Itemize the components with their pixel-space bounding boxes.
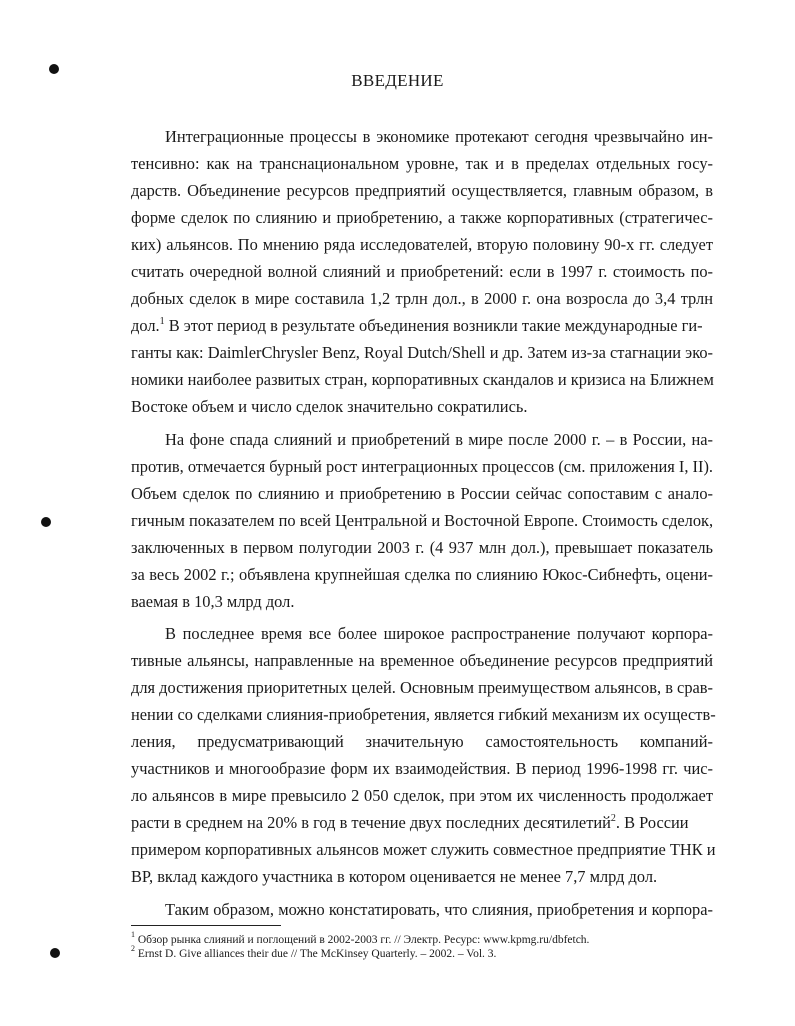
- footnote-rule: [131, 925, 281, 926]
- text-line: тенсивно: как на транснациональном уровне, так и в пределах отдельных госу-: [131, 154, 713, 173]
- text-line: дарств. Объединение ресурсов предприятий осуществляется, главным образом, в: [131, 181, 713, 200]
- text-line: против, отмечается бурный рост интеграционных процессов (см. приложения I, II).: [131, 457, 714, 476]
- text-line: ло альянсов в мире превысило 2 050 сделок, при этом их численность продолжает: [131, 786, 713, 805]
- punch-hole-bottom: [50, 948, 60, 958]
- line-prefix: дол.: [131, 316, 160, 335]
- text-line: ления, предусматривающий значительную самостоятельность компаний-: [131, 732, 713, 751]
- footnote-mark-1: 1: [159, 315, 165, 327]
- footnote-1-mark: 1: [131, 930, 135, 940]
- text-line: за весь 2002 г.; объявлена крупнейшая сделка по слиянию Юкос-Сибнефть, оцени-: [131, 565, 713, 584]
- footnote-2-mark: 2: [131, 944, 135, 954]
- footnote-2: [131, 944, 731, 961]
- text-line: для достижения приоритетных целей. Основным преимуществом альянсов, в срав-: [131, 678, 713, 697]
- text-line: считать очередной волной слияний и приобретений: если в 1997 г. стоимость по-: [131, 262, 713, 281]
- text-line: На фоне спада слияний и приобретений в мире после 2000 г. – в России, на-: [165, 430, 713, 449]
- footnote-1: [131, 930, 731, 947]
- text-line: номики наиболее развитых стран, корпоративных скандалов и кризиса на Ближнем: [131, 370, 714, 389]
- line-rest: В этот период в результате объединения возникли такие международные ги-: [168, 316, 703, 335]
- text-line: [131, 316, 713, 336]
- footnote-1-text: Обзор рынка слияний и поглощений в 2002-2003 гг. // Электр. Ресурс: www.kpmg.ru/dbfetch.: [137, 934, 590, 946]
- text-line: ганты как: DaimlerChrysler Benz, Royal Dutch/Shell и др. Затем из-за стагнации эко-: [131, 343, 713, 362]
- text-line: тивные альянсы, направленные на временное объединение ресурсов предприятий: [131, 651, 713, 670]
- punch-hole-middle: [41, 517, 51, 527]
- footnote-mark-2: 2: [610, 812, 616, 824]
- line-body: расти в среднем на 20% в год в течение двух последних десятилетий: [131, 813, 611, 832]
- text-line: ких) альянсов. По мнению ряда исследователей, вторую половину 90-х гг. следует: [131, 235, 713, 254]
- text-line: форме сделок по слиянию и приобретению, а также корпоративных (стратегичес-: [131, 208, 713, 227]
- footnote-2-text: Ernst D. Give alliances their due // The McKinsey Quarterly. – 2002. – Vol. 3.: [137, 948, 497, 960]
- text-line: добных сделок в мире составила 1,2 трлн дол., в 2000 г. она возросла до 3,4 трлн: [131, 289, 713, 308]
- text-line: гичным показателем по всей Центральной и Восточной Европе. Стоимость сделок,: [131, 511, 714, 530]
- text-line: В последнее время все более широкое распространение получают корпора-: [165, 624, 713, 643]
- text-line: участников и многообразие форм их взаимодействия. В период 1996-1998 гг. чис-: [131, 759, 713, 778]
- text-line: ВР, вклад каждого участника в котором оценивается не менее 7,7 млрд дол.: [131, 867, 658, 886]
- text-line: примером корпоративных альянсов может служить совместное предприятие ТНК и: [131, 840, 716, 859]
- text-line: заключенных в первом полугодии 2003 г. (4 937 млн дол.), превышает показатель: [131, 538, 713, 557]
- text-line: Интеграционные процессы в экономике протекают сегодня чрезвычайно ин-: [165, 127, 713, 146]
- text-line: Объем сделок по слиянию и приобретению в России сейчас сопоставим с анало-: [131, 484, 713, 503]
- line-tail: . В России: [615, 813, 689, 832]
- text-line: нении со сделками слияния-приобретения, является гибкий механизм их осуществ-: [131, 705, 716, 724]
- text-line: [131, 813, 713, 833]
- text-line: ваемая в 10,3 млрд дол.: [131, 592, 295, 611]
- text-line: Востоке объем и число сделок значительно сократились.: [131, 397, 528, 416]
- page-title: ВВЕДЕНИЕ: [351, 71, 444, 90]
- text-line: Таким образом, можно констатировать, что слияния, приобретения и корпора-: [165, 900, 713, 919]
